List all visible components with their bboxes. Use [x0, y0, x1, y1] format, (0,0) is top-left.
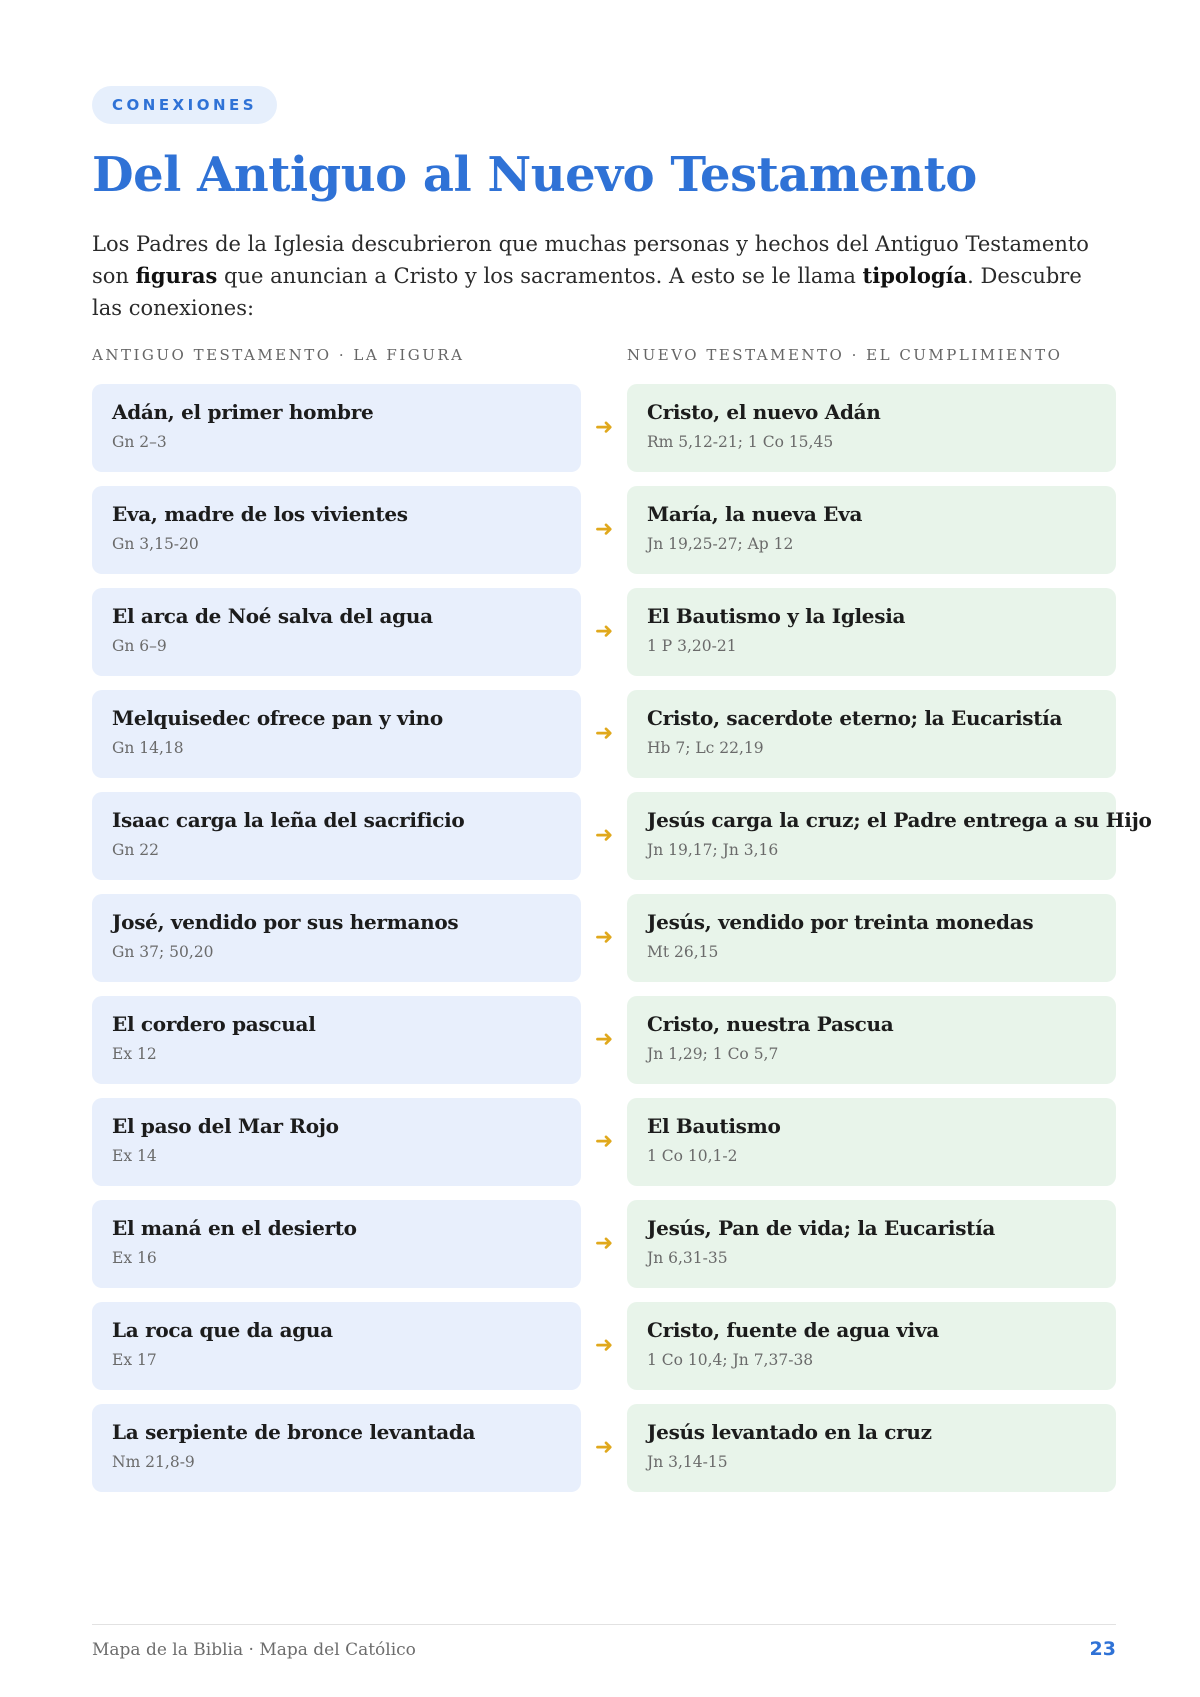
connection-row: [92, 1302, 1116, 1390]
arrow-right-icon: ➜: [594, 1333, 614, 1358]
intro-bold-tipologia: tipología: [862, 263, 968, 288]
old-figure-reference: Gn 3,15-20: [112, 535, 199, 553]
old-testament-card: [92, 1302, 581, 1390]
page-content: [92, 86, 1152, 1506]
old-testament-card: [92, 894, 581, 982]
fulfillment-title: María, la nueva Eva: [647, 502, 863, 526]
fulfillment-reference: 1 P 3,20-21: [647, 637, 737, 655]
fulfillment-title: Jesús carga la cruz; el Padre entrega a su Hijo: [647, 808, 1152, 832]
arrow-right-icon: ➜: [594, 925, 614, 950]
fulfillment-title: Cristo, sacerdote eterno; la Eucaristía: [647, 706, 1063, 730]
new-testament-card: [627, 588, 1116, 676]
old-testament-card: [92, 384, 581, 472]
new-testament-card: [627, 792, 1152, 880]
old-testament-card: [92, 588, 581, 676]
new-testament-card: [627, 384, 1116, 472]
arrow-right-icon: ➜: [594, 1129, 614, 1154]
old-testament-card: [92, 1098, 581, 1186]
column-headers: [92, 346, 1116, 370]
connection-row: [92, 588, 1116, 676]
old-figure-title: José, vendido por sus hermanos: [112, 910, 459, 934]
fulfillment-title: Cristo, nuestra Pascua: [647, 1012, 894, 1036]
old-figure-reference: Ex 16: [112, 1249, 157, 1267]
connection-row: [92, 690, 1116, 778]
fulfillment-reference: 1 Co 10,4; Jn 7,37-38: [647, 1351, 814, 1369]
old-figure-title: Melquisedec ofrece pan y vino: [112, 706, 443, 730]
old-testament-card: [92, 486, 581, 574]
old-figure-reference: Gn 2–3: [112, 433, 167, 451]
old-figure-reference: Nm 21,8-9: [112, 1453, 195, 1471]
fulfillment-reference: Rm 5,12-21; 1 Co 15,45: [647, 433, 834, 451]
connection-row: [92, 384, 1116, 472]
fulfillment-title: Jesús, Pan de vida; la Eucaristía: [647, 1216, 996, 1240]
old-testament-card: [92, 792, 581, 880]
old-testament-card: [92, 996, 581, 1084]
connections-list: [92, 384, 1152, 1492]
new-testament-card: [627, 996, 1116, 1084]
old-figure-reference: Gn 6–9: [112, 637, 167, 655]
old-figure-reference: Ex 12: [112, 1045, 157, 1063]
connection-row: [92, 996, 1116, 1084]
old-figure-title: Eva, madre de los vivientes: [112, 502, 408, 526]
intro-bold-figuras: figuras: [135, 263, 218, 288]
old-figure-title: La roca que da agua: [112, 1318, 333, 1342]
footer-divider: [92, 1624, 1116, 1625]
fulfillment-reference: Jn 3,14-15: [647, 1453, 728, 1471]
old-figure-title: La serpiente de bronce levantada: [112, 1420, 476, 1444]
arrow-right-icon: ➜: [594, 823, 614, 848]
arrow-right-icon: ➜: [594, 1027, 614, 1052]
connection-row: [92, 792, 1152, 880]
new-testament-card: [627, 1098, 1116, 1186]
old-figure-reference: Gn 22: [112, 841, 160, 859]
fulfillment-title: Cristo, fuente de agua viva: [647, 1318, 939, 1342]
new-testament-card: [627, 1200, 1116, 1288]
old-testament-column-header: ANTIGUO TESTAMENTO · LA FIGURA: [92, 346, 465, 364]
old-figure-title: El cordero pascual: [112, 1012, 316, 1036]
connection-row: [92, 486, 1116, 574]
intro-text-2: que anuncian a Cristo y los sacramentos. A esto se le llama: [217, 264, 863, 288]
fulfillment-title: Jesús, vendido por treinta monedas: [647, 910, 1034, 934]
arrow-right-icon: ➜: [594, 1231, 614, 1256]
fulfillment-reference: Jn 19,25-27; Ap 12: [647, 535, 794, 553]
fulfillment-title: El Bautismo: [647, 1114, 781, 1138]
new-testament-card: [627, 690, 1116, 778]
old-figure-title: El maná en el desierto: [112, 1216, 357, 1240]
old-testament-card: [92, 1200, 581, 1288]
fulfillment-reference: Jn 19,17; Jn 3,16: [647, 841, 779, 859]
new-testament-card: [627, 1302, 1116, 1390]
connection-row: [92, 894, 1116, 982]
old-figure-reference: Gn 37; 50,20: [112, 943, 214, 961]
arrow-right-icon: ➜: [594, 619, 614, 644]
new-testament-card: [627, 894, 1116, 982]
page-title: Del Antiguo al Nuevo Testamento: [92, 147, 977, 203]
intro-paragraph: [92, 228, 1116, 324]
fulfillment-title: Jesús levantado en la cruz: [647, 1420, 932, 1444]
fulfillment-reference: Mt 26,15: [647, 943, 719, 961]
old-figure-title: Isaac carga la leña del sacrificio: [112, 808, 465, 832]
new-testament-card: [627, 486, 1116, 574]
arrow-right-icon: ➜: [594, 415, 614, 440]
old-figure-reference: Ex 17: [112, 1351, 157, 1369]
fulfillment-reference: 1 Co 10,1-2: [647, 1147, 738, 1165]
arrow-right-icon: ➜: [594, 721, 614, 746]
fulfillment-title: Cristo, el nuevo Adán: [647, 400, 881, 424]
intro-text-3: . Descubre las conexiones:: [92, 264, 1082, 320]
old-figure-title: El arca de Noé salva del agua: [112, 604, 433, 628]
connection-row: [92, 1098, 1116, 1186]
intro-text-1: Los Padres de la Iglesia descubrieron que muchas personas y hechos del Antiguo Testamento son: [92, 232, 1089, 288]
new-testament-column-header: NUEVO TESTAMENTO · EL CUMPLIMIENTO: [627, 346, 1063, 364]
old-figure-reference: Gn 14,18: [112, 739, 184, 757]
section-badge: CONEXIONES: [92, 86, 277, 124]
footer-text: Mapa de la Biblia · Mapa del Católico: [92, 1640, 416, 1660]
arrow-right-icon: ➜: [594, 517, 614, 542]
old-testament-card: [92, 1404, 581, 1492]
old-figure-title: El paso del Mar Rojo: [112, 1114, 339, 1138]
old-figure-title: Adán, el primer hombre: [112, 400, 374, 424]
fulfillment-reference: Jn 6,31-35: [647, 1249, 728, 1267]
old-testament-card: [92, 690, 581, 778]
fulfillment-reference: Hb 7; Lc 22,19: [647, 739, 764, 757]
connection-row: [92, 1404, 1116, 1492]
arrow-right-icon: ➜: [594, 1435, 614, 1460]
fulfillment-reference: Jn 1,29; 1 Co 5,7: [647, 1045, 779, 1063]
old-figure-reference: Ex 14: [112, 1147, 157, 1165]
new-testament-card: [627, 1404, 1116, 1492]
connection-row: [92, 1200, 1116, 1288]
fulfillment-title: El Bautismo y la Iglesia: [647, 604, 906, 628]
page-number: 23: [1089, 1638, 1116, 1660]
